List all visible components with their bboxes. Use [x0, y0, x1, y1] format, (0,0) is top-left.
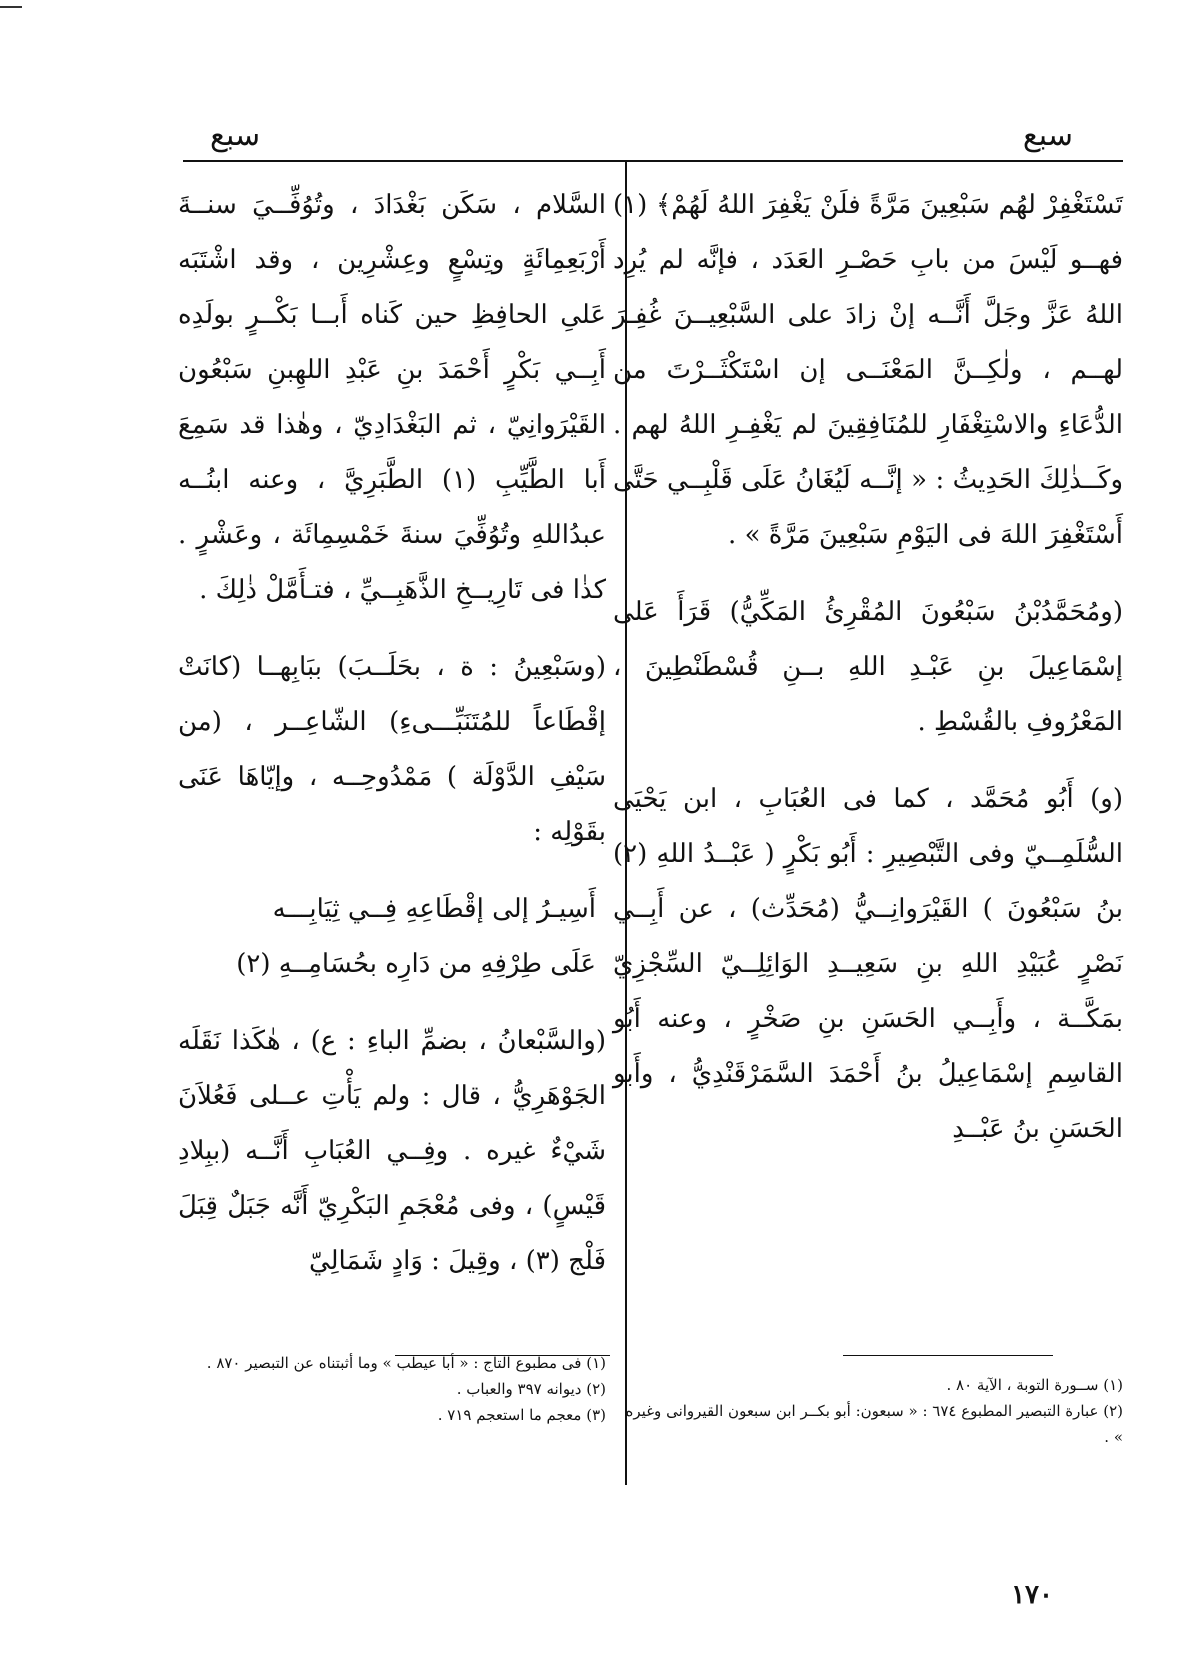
running-head-left: سبع [210, 118, 261, 153]
footnote: (٣) معجم ما استعجم ٧١٩ . [437, 1406, 606, 1424]
footnote: (٢) عبارة التبصير المطبوع ٦٧٤ : « سبعون: أبو بكــر ابن سبعون القيروانى وغيره » . [625, 1402, 1123, 1446]
paragraph: (ومُحَمَّدُبْنُ سَبْعُونَ المُقْرِئُ المَكِّيُّ) قَرَأَ عَلى إسْمَاعِيلَ بنِ عَبْـدِ اللهِ بــنِ قُسْطَنْطِينَ ، المَعْرُوفِ بالقُسْطِ . [613, 597, 1123, 737]
poem-verse [178, 882, 606, 992]
paragraph: (و) أَبُو مُحَمَّد ، كما فى العُبَابِ ، ابن يَحْيَى السُّلَمِــيّ وفى التَّبْصِيرِ : أَبُو بَكْرٍ ( عَبْــدُ اللهِ (٢) بنُ سَبْعُونَ ) القَيْرَوانِــيُّ (مُحَدِّث) ، عن أَبِــي نَصْرٍ عُبَيْدِ اللهِ بنِ سَعِيــدِ الوَائِلِــيّ السِّجْزِيّ بمَكَّــة ، وأَبِــي الحَسَنِ بنِ صَخْرٍ ، وعنه أَبُو القاسِمِ إسْمَاعِيلُ بنُ أَحْمَدَ السَّمَرْقَنْدِيُّ ، وأَبو الحَسَنِ بنُ عَبْــدِ [613, 784, 1123, 1144]
verse-line: أَسِيـرُ إلى إقْطَاعِهِ فِــي ثِيَابِـــه [272, 894, 596, 924]
footnote: (١) فى مطبوع التاج : « أبا عيطب » وما أثبتناه عن التبصير ٨٧٠ . [206, 1354, 606, 1372]
corner-mark [0, 6, 22, 8]
running-head-right: سبع [1022, 118, 1073, 153]
footnote: (٢) ديوانه ٣٩٧ والعباب . [456, 1380, 606, 1398]
header-rule [183, 160, 1123, 162]
footnotes-right [613, 1372, 1123, 1450]
right-column [613, 178, 1123, 1179]
left-column [178, 178, 606, 1311]
paragraph: السَّلام ، سَكَن بَغْدَادَ ، وتُوُفِّــيَ سنــةَ أَرْبَعِمِائَةٍ وتِسْعٍ وعِشْرِين ، وقد اشْتَبَه عَلىِ الحافِظِ حين كَناه أَبــا بَكْــرٍ بولَدِه أَبِــي بَكْرٍ أَحْمَدَ بنِ عَبْدِ اللهِبنِ سَبْعُون القَيْرَوانِيّ ، ثم البَغْدَادِيّ ، وهٰذا قد سَمِعَ أَبا الطَّيِّبِ (١) الطَّبَرِيَّ ، وعنه ابنُــه عبدُاللهِ وتُوُفِّيَ سنةَ خَمْسِمِائَة ، وعَشْرٍ . كذٰا فى تَارِيــخِ الذَّهَبِــيِّ ، فتـأَمَّلْ ذٰلِكَ . [178, 190, 606, 605]
paragraph: تَسْتَغْفِرْ لهُم سَبْعِينَ مَرَّةً فلَنْ يَغْفِرَ اللهُ لَهُمْ﴾ (١) فهــو لَيْسَ من بابِ حَصْـرِ العَدَد ، فإنَّه لم يُرِد اللهُ عَزَّ وجَلَّ أَنَّــه إنْ زادَ على السَّبْعِيــنَ غُفِـرَ لهــم ، ولٰكِــنَّ المَعْنَــى إن اسْتَكْثَــرْتَ من الدُّعَاءِ والاسْتِغْفَارِ للمُنَافِقِينَ لم يَغْفِـرِ اللهُ لهم . وكَــذٰلِكَ الحَدِيثُ : « إنَّــه لَيُغَانُ عَلَى قَلْبِــي حَتَّى أَسْتَغْفِرَ اللهَ فى اليَوْمِ سَبْعِينَ مَرَّةً » . [613, 190, 1123, 550]
page-number: ١٧٠ [1011, 1580, 1053, 1610]
footnotes-left [178, 1350, 606, 1428]
paragraph: (وسَبْعِينُ : ة ، بحَلَــبَ) ببَابِهــا (كانَتْ إقْطَاعاً للمُتَنَبِّـــىءِ) الشّاعِــر ، (من سَيْفِ الدَّوْلَة ) مَمْدُوحِــه ، وإيّاهَا عَنَى بقَوْلِه : [178, 652, 606, 847]
verse-line: عَلَى طِرْفِهِ من دَارِه بحُسَامِــهِ (٢) [236, 949, 596, 979]
paragraph: (والسَّبْعانُ ، بضمِّ الباءِ : ع) ، هٰكَذا نَقَلَه الجَوْهَرِيُّ ، قال : ولم يَأْتِ عــلى فَعُلاَنَ شَيْءٌ غيره . وفِــي العُبَابِ أَنَّــه (ببِلادِ قَيْسٍ) ، وفى مُعْجَمِ البَكْرِيّ أَنَّه جَبَلٌ قِبَلَ فَلْج (٣) ، وقِيلَ : وَادٍ شَمَالِيّ [178, 1026, 606, 1276]
footnote: (١) ســورة التوبة ، الآية ٨٠ . [946, 1376, 1123, 1394]
footnote-rule-right [843, 1355, 1053, 1356]
